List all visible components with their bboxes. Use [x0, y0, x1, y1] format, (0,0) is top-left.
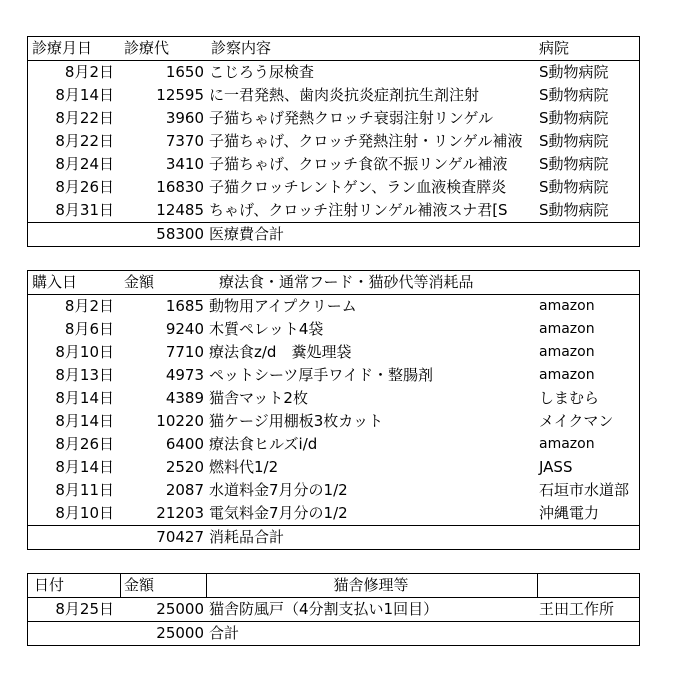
table-row — [28, 199, 639, 222]
row-amount: 1685 — [165, 297, 204, 315]
row-content: 猫舎防風戸（4分割支払い1回目） — [209, 600, 439, 618]
row-amount: 3410 — [165, 155, 204, 173]
row-date: 8月10日 — [55, 343, 114, 361]
row-date: 8月22日 — [55, 109, 114, 127]
row-amount: 2520 — [165, 458, 204, 476]
row-hospital: S動物病院 — [539, 63, 609, 81]
row-hospital: S動物病院 — [539, 155, 609, 173]
row-amount: 7710 — [165, 343, 204, 361]
row-shop: amazon — [539, 344, 595, 360]
row-content: 療法食z/d 糞処理袋 — [209, 343, 352, 361]
row-date: 8月26日 — [55, 435, 114, 453]
row-amount: 21203 — [156, 504, 204, 522]
supplies-header-row — [28, 271, 639, 295]
row-amount: 4973 — [165, 366, 204, 384]
row-shop: JASS — [539, 458, 573, 476]
row-date: 8月2日 — [64, 63, 114, 81]
row-hospital: S動物病院 — [539, 132, 609, 150]
row-content: 燃料代1/2 — [209, 458, 279, 476]
row-date: 8月11日 — [55, 481, 114, 499]
header-date: 日付 — [34, 576, 65, 594]
medical-total-row — [28, 222, 639, 246]
total-label: 合計 — [209, 624, 240, 642]
row-date: 8月6日 — [64, 320, 114, 338]
row-hospital: S動物病院 — [539, 109, 609, 127]
total-amount: 58300 — [156, 225, 204, 243]
row-amount: 12485 — [156, 201, 204, 219]
row-content: 電気料金7月分の1/2 — [209, 504, 348, 522]
table-row — [28, 364, 639, 387]
header-date: 診療月日 — [32, 39, 93, 57]
table-row — [28, 61, 639, 84]
row-shop: amazon — [539, 367, 595, 383]
row-hospital: S動物病院 — [539, 201, 609, 219]
row-date: 8月31日 — [55, 201, 114, 219]
table-row — [28, 598, 639, 621]
header-content: 療法食・通常フード・猫砂代等消耗品 — [219, 273, 474, 291]
medical-expense-table — [27, 36, 640, 247]
row-content: 水道料金7月分の1/2 — [209, 481, 348, 499]
medical-header-row — [28, 37, 639, 61]
row-date: 8月14日 — [55, 389, 114, 407]
header-content: 猫舎修理等 — [333, 576, 409, 594]
table-row — [28, 479, 639, 502]
row-hospital: S動物病院 — [539, 86, 609, 104]
row-content: 木質ペレット4袋 — [209, 320, 324, 338]
header-amount: 金額 — [124, 273, 155, 291]
row-date: 8月13日 — [55, 366, 114, 384]
repairs-total-row — [28, 621, 639, 645]
row-content: ペットシーツ厚手ワイド・整腸剤 — [209, 366, 433, 384]
repairs-expense-table — [27, 573, 640, 646]
row-amount: 9240 — [165, 320, 204, 338]
row-amount: 16830 — [156, 178, 204, 196]
repairs-header-row — [28, 574, 639, 598]
row-content: ちゃげ、クロッチ注射リンゲル補液スナ君[S — [209, 201, 508, 219]
row-content: 子猫ちゃげ、クロッチ食欲不振リンゲル補液 — [209, 155, 508, 173]
header-amount: 診療代 — [124, 39, 170, 57]
column-divider — [537, 574, 538, 597]
row-amount: 6400 — [165, 435, 204, 453]
total-label: 消耗品合計 — [209, 528, 285, 546]
row-amount: 3960 — [165, 109, 204, 127]
row-content: 子猫ちゃげ発熱クロッチ衰弱注射リンゲル — [209, 109, 494, 127]
table-row — [28, 295, 639, 318]
row-shop: amazon — [539, 436, 595, 452]
row-shop: amazon — [539, 321, 595, 337]
table-row — [28, 456, 639, 479]
row-hospital: S動物病院 — [539, 178, 609, 196]
row-shop: 沖縄電力 — [539, 504, 600, 522]
row-shop: メイクマン — [539, 412, 614, 430]
table-row — [28, 130, 639, 153]
row-shop: 王田工作所 — [539, 600, 615, 618]
row-date: 8月10日 — [55, 504, 114, 522]
row-date: 8月26日 — [55, 178, 114, 196]
table-row — [28, 410, 639, 433]
row-content: 猫舎マット2枚 — [209, 389, 308, 407]
row-content: 動物用アイプクリーム — [209, 297, 357, 315]
row-date: 8月14日 — [55, 458, 114, 476]
table-row — [28, 84, 639, 107]
row-date: 8月22日 — [55, 132, 114, 150]
row-content: 子猫クロッチレントゲン、ラン血液検査膵炎 — [209, 178, 507, 196]
table-row — [28, 387, 639, 410]
table-row — [28, 341, 639, 364]
row-date: 8月24日 — [55, 155, 114, 173]
supplies-total-row — [28, 525, 639, 549]
row-content: に一君発熱、歯肉炎抗炎症剤抗生剤注射 — [209, 86, 480, 104]
header-content: 診察内容 — [211, 39, 272, 57]
row-amount: 4389 — [165, 389, 204, 407]
row-date: 8月14日 — [55, 86, 114, 104]
row-amount: 7370 — [165, 132, 204, 150]
row-content: 療法食ヒルズi/d — [209, 435, 318, 453]
column-divider — [120, 574, 121, 597]
total-amount: 70427 — [156, 528, 204, 546]
row-amount: 10220 — [156, 412, 204, 430]
supplies-expense-table — [27, 270, 640, 550]
header-amount: 金額 — [124, 576, 155, 594]
row-shop: しまむら — [539, 389, 600, 407]
table-row — [28, 318, 639, 341]
header-date: 購入日 — [32, 273, 78, 291]
row-amount: 25000 — [156, 600, 204, 618]
total-amount: 25000 — [156, 624, 204, 642]
table-row — [28, 502, 639, 525]
row-shop: amazon — [539, 298, 595, 314]
header-hospital: 病院 — [539, 39, 570, 57]
row-date: 8月25日 — [55, 600, 114, 618]
row-content: こじろう尿検査 — [209, 63, 315, 81]
row-date: 8月14日 — [55, 412, 114, 430]
table-row — [28, 176, 639, 199]
row-amount: 1650 — [165, 63, 204, 81]
row-content: 子猫ちゃげ、クロッチ発熱注射・リンゲル補液 — [209, 132, 523, 150]
row-amount: 2087 — [165, 481, 204, 499]
total-label: 医療費合計 — [209, 225, 285, 243]
table-row — [28, 107, 639, 130]
row-amount: 12595 — [156, 86, 204, 104]
row-shop: 石垣市水道部 — [539, 481, 630, 499]
row-date: 8月2日 — [64, 297, 114, 315]
row-content: 猫ケージ用棚板3枚カット — [209, 412, 384, 430]
table-row — [28, 153, 639, 176]
table-row — [28, 433, 639, 456]
